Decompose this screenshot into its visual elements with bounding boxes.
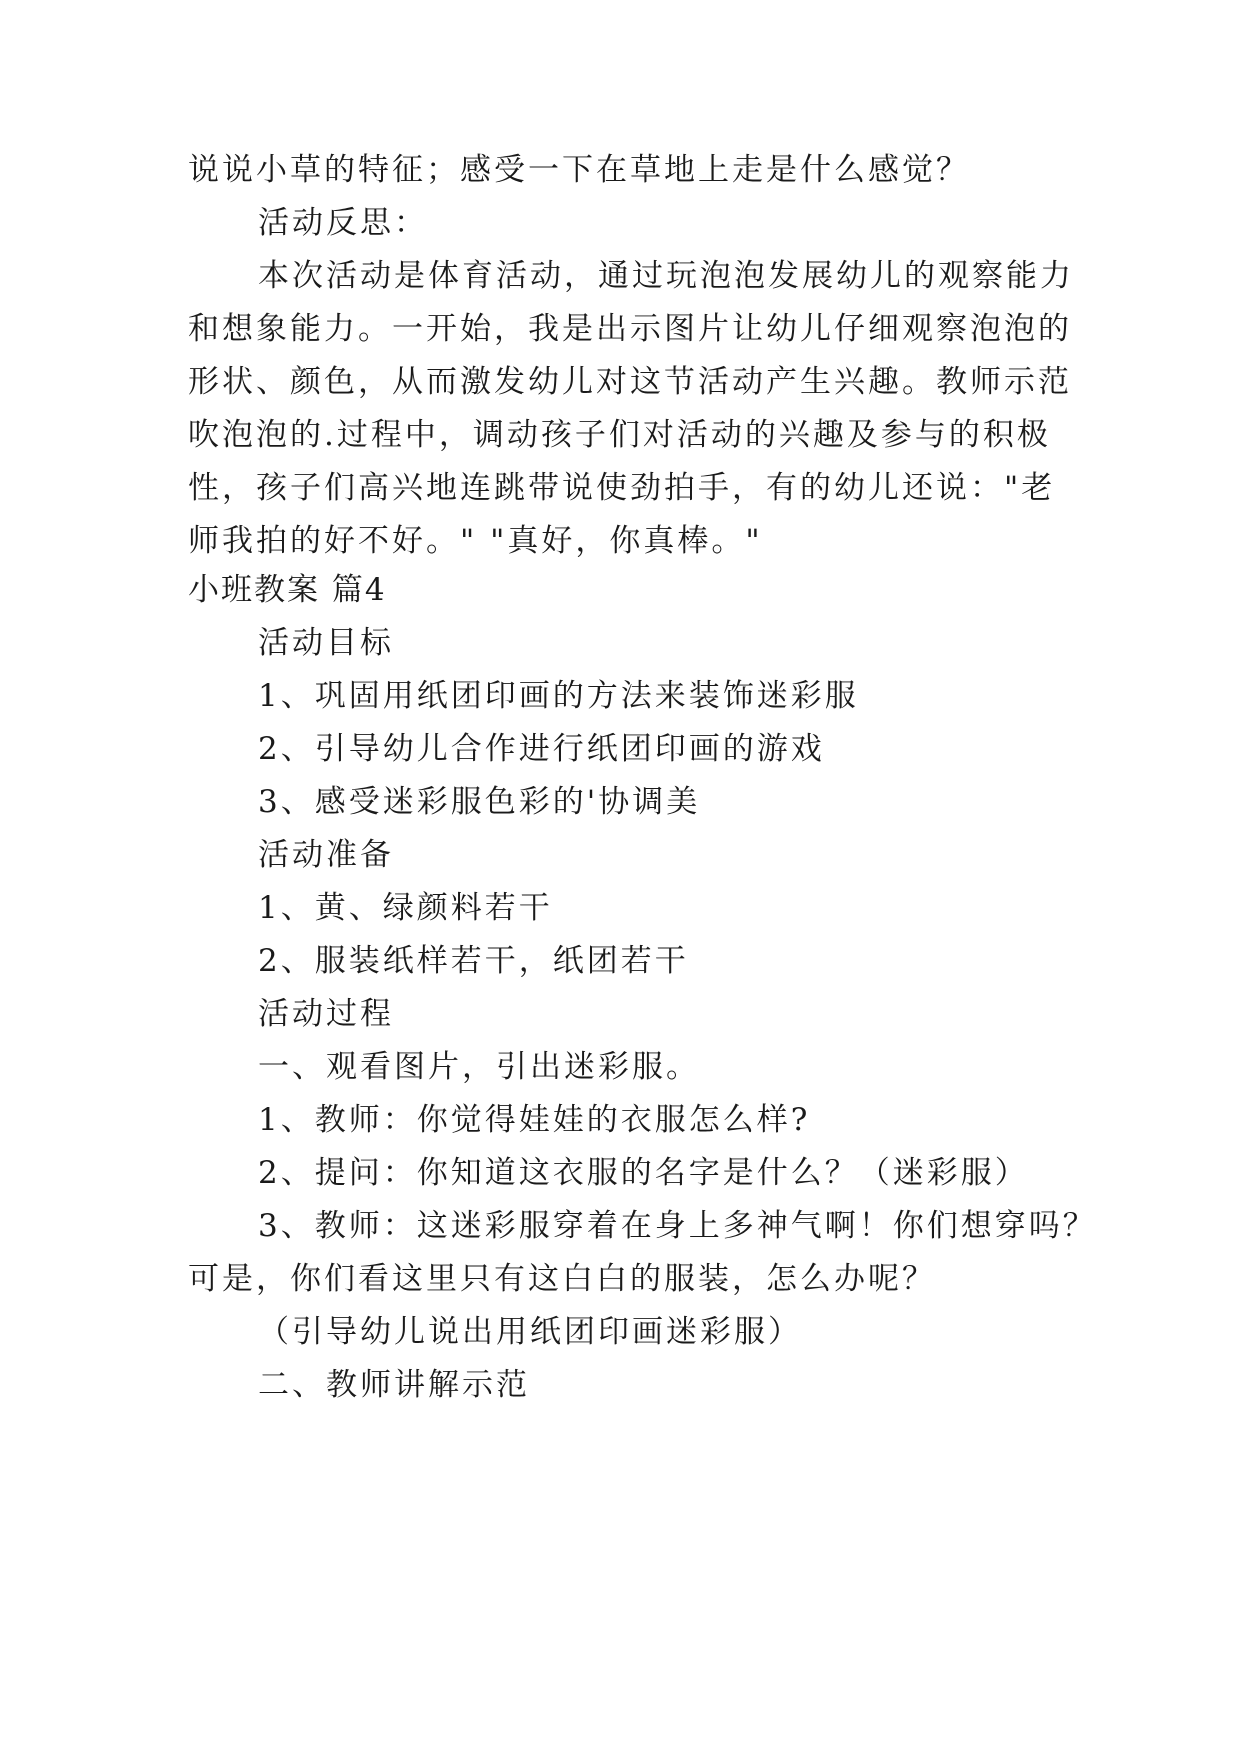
section-label-reflection: 活动反思： xyxy=(258,205,428,241)
list-item: 二、教师讲解示范 xyxy=(258,1367,530,1403)
paragraph-line: 性，孩子们高兴地连跳带说使劲拍手，有的幼儿还说："老 xyxy=(188,470,1056,506)
list-item: 3、教师：这迷彩服穿着在身上多神气啊！你们想穿吗？ xyxy=(258,1208,1097,1244)
list-item: 2、提问：你知道这衣服的名字是什么？（迷彩服） xyxy=(258,1155,1029,1191)
paragraph-line: 师我拍的好不好。" "真好，你真棒。" xyxy=(188,523,763,559)
paragraph-line: 形状、颜色，从而激发幼儿对这节活动产生兴趣。教师示范 xyxy=(188,364,1072,400)
list-item: 1、黄、绿颜料若干 xyxy=(258,890,553,926)
list-item: 2、服装纸样若干，纸团若干 xyxy=(258,943,689,979)
list-item: 1、教师：你觉得娃娃的衣服怎么样? xyxy=(258,1102,811,1138)
subheading-process: 活动过程 xyxy=(258,996,394,1032)
list-item: 一、观看图片，引出迷彩服。 xyxy=(258,1049,700,1085)
section-heading: 小班教案 篇4 xyxy=(188,572,387,608)
list-item: 2、引导幼儿合作进行纸团印画的游戏 xyxy=(258,731,825,767)
paragraph-line: 可是，你们看这里只有这白白的服装，怎么办呢？ xyxy=(188,1261,936,1297)
paragraph-line: 说说小草的特征；感受一下在草地上走是什么感觉？ xyxy=(188,152,970,188)
paragraph-line: 和想象能力。一开始，我是出示图片让幼儿仔细观察泡泡的 xyxy=(188,311,1072,347)
paragraph-line: （引导幼儿说出用纸团印画迷彩服） xyxy=(258,1314,802,1350)
list-item: 1、巩固用纸团印画的方法来装饰迷彩服 xyxy=(258,678,859,714)
subheading-preparation: 活动准备 xyxy=(258,837,394,873)
subheading-goals: 活动目标 xyxy=(258,625,394,661)
paragraph-line: 吹泡泡的.过程中，调动孩子们对活动的兴趣及参与的积极 xyxy=(188,417,1051,453)
paragraph-line: 本次活动是体育活动，通过玩泡泡发展幼儿的观察能力 xyxy=(258,258,1074,294)
list-item: 3、感受迷彩服色彩的'协调美 xyxy=(258,784,701,820)
